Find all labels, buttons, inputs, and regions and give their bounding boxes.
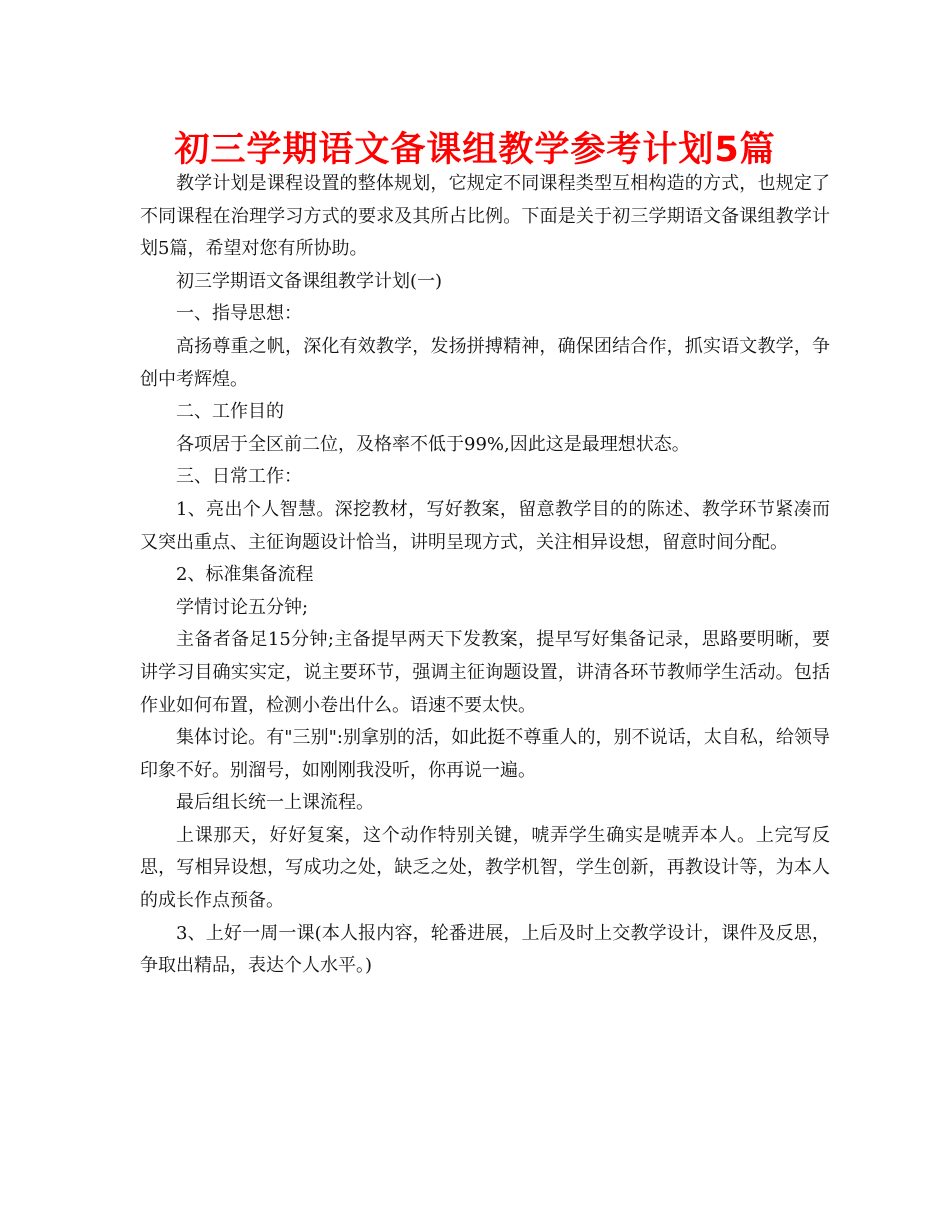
guiding-thought-paragraph: 高扬尊重之帆，深化有效教学，发扬拼搏精神，确保团结合作，抓实语文教学，争创中考辉煌。 — [140, 335, 830, 390]
discussion-paragraph: 学情讨论五分钟; — [176, 596, 309, 618]
class-day-paragraph: 上课那天，好好复案，这个动作特别关键，唬弄学生确实是唬弄本人。上完写反思，写相异设想，写成功之处，缺乏之处，教学机智，学生创新，再教设计等，为本人的成长作点预备。 — [140, 824, 830, 912]
section-heading-guiding-thought: 一、指导思想： — [176, 303, 302, 325]
document-body — [140, 168, 830, 983]
daily-work-item-2: 2、标准集备流程 — [176, 564, 314, 586]
group-discussion-paragraph: 集体讨论。有"三别":别拿别的活，如此挺不尊重人的，别不说话，太自私，给领导印象不好。别溜号，如刚刚我没听，你再说一遍。 — [140, 727, 830, 781]
plan-heading: 初三学期语文备课组教学计划(一) — [176, 270, 443, 292]
lesson-flow-paragraph: 最后组长统一上课流程。 — [176, 792, 374, 814]
section-heading-daily-work: 三、日常工作： — [176, 466, 302, 488]
intro-paragraph: 教学计划是课程设置的整体规划，它规定不同课程类型互相构造的方式，也规定了不同课程在治理学习方式的要求及其所占比例。下面是关于初三学期语文备课组教学计划5篇，希望对您有所协助。 — [140, 173, 830, 260]
goals-paragraph: 各项居于全区前二位，及格率不低于99%,因此这是最理想状态。 — [176, 433, 690, 455]
daily-work-item-3: 3、上好一周一课(本人报内容，轮番进展，上后及时上交教学设计，课件及反思，争取出精品，表达个人水平。) — [140, 922, 830, 977]
document-title: 初三学期语文备课组教学参考计划5篇 — [174, 130, 776, 170]
lead-preparer-paragraph: 主备者备足15分钟;主备提早两天下发教案，提早写好集备记录，思路要明晰，要讲学习目确实实定，说主要环节，强调主征询题设置，讲清各环节教师学生活动。包括作业如何布置，检测小卷出什么。语速不要太快。 — [140, 629, 830, 716]
section-heading-goals: 二、工作目的 — [176, 401, 284, 423]
daily-work-item-1: 1、亮出个人智慧。深挖教材，写好教案，留意教学目的的陈述、教学环节紧凑而又突出重点、主征询题设计恰当，讲明呈现方式，关注相异设想，留意时间分配。 — [140, 498, 830, 553]
